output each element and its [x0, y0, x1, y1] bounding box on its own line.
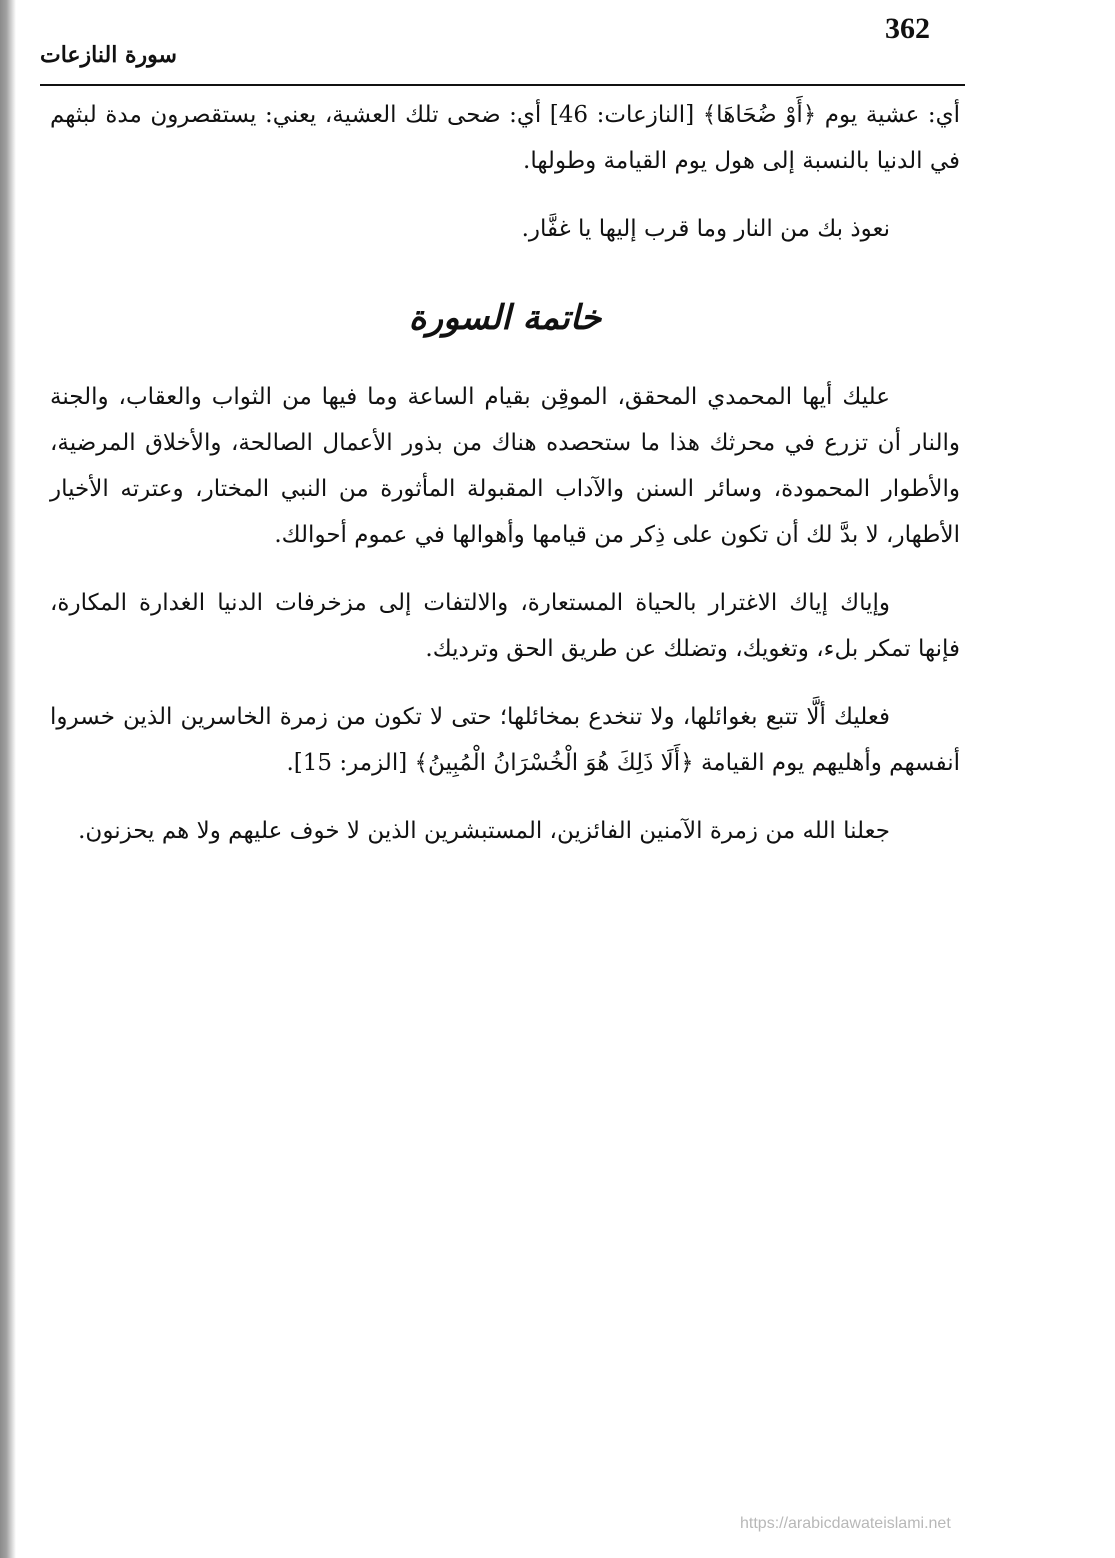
running-title: سورة النازعات [40, 42, 177, 68]
header-divider [40, 84, 965, 86]
page-number: 362 [885, 12, 930, 45]
paragraph-warning-world: وإياك إياك الاغترار بالحياة المستعارة، والالتفات إلى مزخرفات الدنيا الغدارة المكارة، فإنها تمكر بلء، وتغويك، وتضلك عن طريق الحق وترديك. [50, 590, 960, 662]
paragraph-advice-deeds: عليك أيها المحمدي المحقق، الموقِن بقيام الساعة وما فيها من الثواب والعقاب، والجنة والنار أن تزرع في محرثك هذا ما ستحصده هناك من بذور الأعمال الصالحة، والأخلاق المرضية، والأطوار المحمودة، وسائر السنن والآداب المقبولة المأثورة من النبي المختار، وعترته الأخيار الأطهار، لا بدَّ لك أن تكون على ذِكر من قيامها وأهوالها في عموم أحوالك. [50, 384, 960, 548]
scan-edge-shadow [0, 0, 16, 1558]
section-heading: خاتمة السورة [408, 298, 602, 338]
paragraph-closing-prayer: جعلنا الله من زمرة الآمنين الفائزين، المستبشرين الذين لا خوف عليهم ولا هم يحزنون. [78, 818, 890, 844]
paragraph-supplication: نعوذ بك من النار وما قرب إليها يا غفَّار. [521, 216, 890, 242]
watermark-url: https://arabicdawateislami.net [740, 1515, 951, 1532]
paragraph-tafsir-ending: أي: عشية يوم ﴿أَوْ ضُحَاهَا﴾ [النازعات: 46] أي: ضحى تلك العشية، يعني: يستقصرون مدة لبثهم في الدنيا بالنسبة إلى هول يوم القيامة وطولها. [50, 102, 961, 174]
page-body [50, 92, 960, 876]
paragraph-losers: فعليك ألَّا تتبع بغوائلها، ولا تنخدع بمخائلها؛ حتى لا تكون من زمرة الخاسرين الذين خسروا أنفسهم وأهليهم يوم القيامة ﴿أَلَا ذَلِكَ هُوَ الْخُسْرَانُ الْمُبِينُ﴾ [الزمر: 15]. [50, 704, 960, 776]
